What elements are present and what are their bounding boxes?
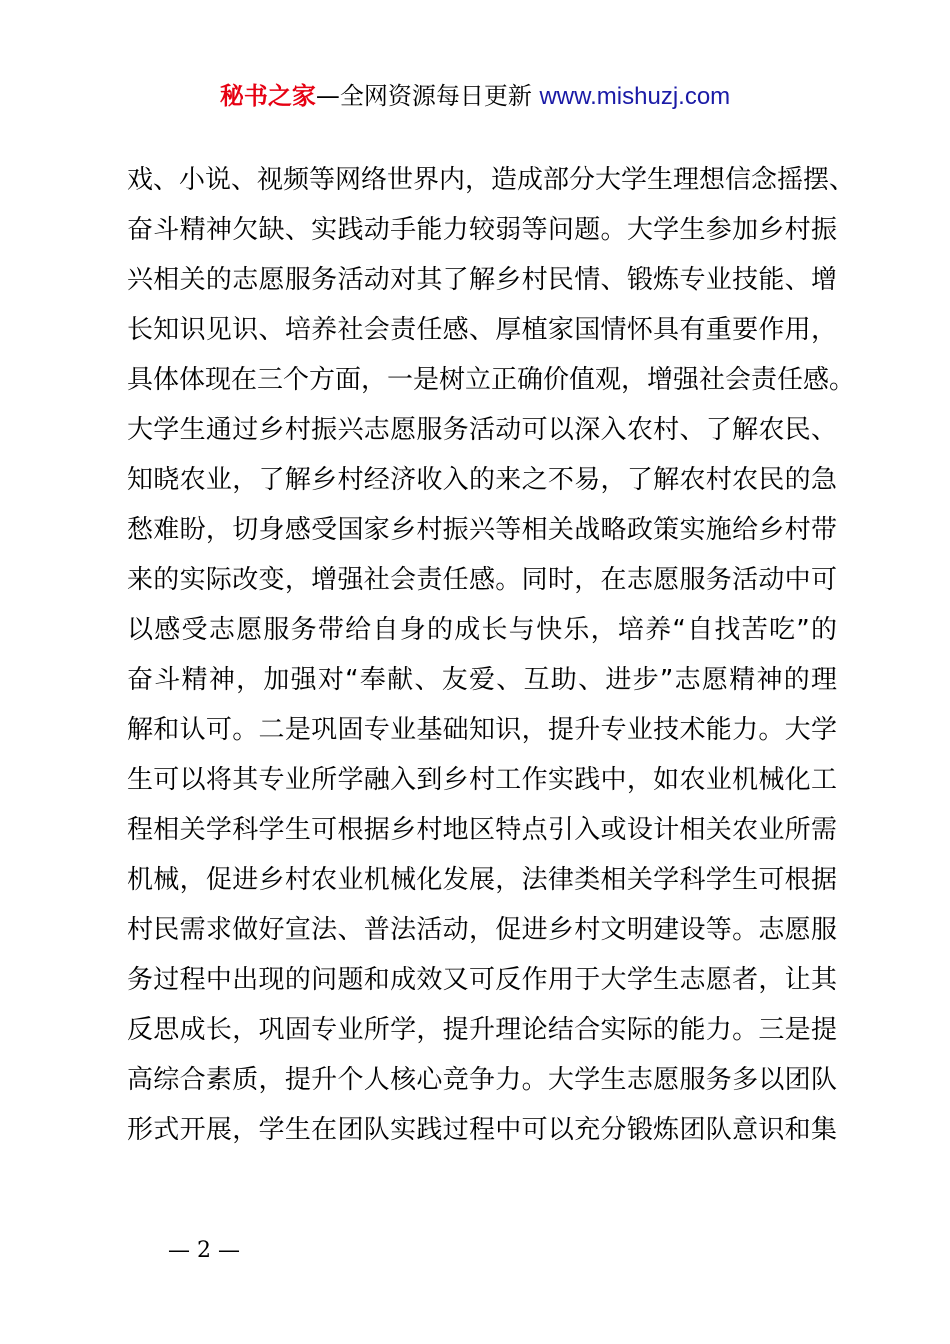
body-line: 奋斗精神，加强对“奉献、友爱、互助、进步”志愿精神的理 (127, 665, 837, 695)
body-line: 反思成长，巩固专业所学，提升理论结合实际的能力。三是提 (127, 1015, 837, 1045)
body-line: 奋斗精神欠缺、实践动手能力较弱等问题。大学生参加乡村振 (127, 215, 837, 245)
body-line: 大学生通过乡村振兴志愿服务活动可以深入农村、了解农民、 (127, 415, 837, 445)
page-header (0, 80, 950, 113)
body-line: 解和认可。二是巩固专业基础知识，提升专业技术能力。大学 (127, 715, 837, 745)
body-line: 长知识见识、培养社会责任感、厚植家国情怀具有重要作用， (127, 315, 837, 345)
header-tagline: —全网资源每日更新 (315, 82, 540, 110)
body-line: 机械，促进乡村农业机械化发展，法律类相关学科学生可根据 (127, 865, 837, 895)
body-line: 村民需求做好宣法、普法活动，促进乡村文明建设等。志愿服 (127, 915, 837, 945)
body-line: 戏、小说、视频等网络世界内，造成部分大学生理想信念摇摆、 (127, 165, 856, 195)
body-line: 兴相关的志愿服务活动对其了解乡村民情、锻炼专业技能、增 (127, 265, 837, 295)
body-line: 具体体现在三个方面，一是树立正确价值观，增强社会责任感。 (127, 365, 856, 395)
body-line: 形式开展，学生在团队实践过程中可以充分锻炼团队意识和集 (127, 1115, 837, 1145)
body-line: 来的实际改变，增强社会责任感。同时，在志愿服务活动中可 (127, 565, 837, 595)
body-line: 高综合素质，提升个人核心竞争力。大学生志愿服务多以团队 (127, 1065, 837, 1095)
body-line: 程相关学科学生可根据乡村地区特点引入或设计相关农业所需 (127, 815, 837, 845)
header-url[interactable]: www.mishuzj.com (539, 83, 731, 110)
body-line: 知晓农业，了解乡村经济收入的来之不易，了解农村农民的急 (127, 465, 837, 495)
header-brand: 秘书之家 (219, 82, 316, 110)
body-text (127, 155, 856, 1155)
page-number: — 2 — (168, 1238, 240, 1263)
body-line: 务过程中出现的问题和成效又可反作用于大学生志愿者，让其 (127, 965, 837, 995)
body-line: 愁难盼，切身感受国家乡村振兴等相关战略政策实施给乡村带 (127, 515, 837, 545)
body-line: 以感受志愿服务带给自身的成长与快乐，培养“自找苦吃”的 (127, 615, 837, 645)
body-line: 生可以将其专业所学融入到乡村工作实践中，如农业机械化工 (127, 765, 837, 795)
